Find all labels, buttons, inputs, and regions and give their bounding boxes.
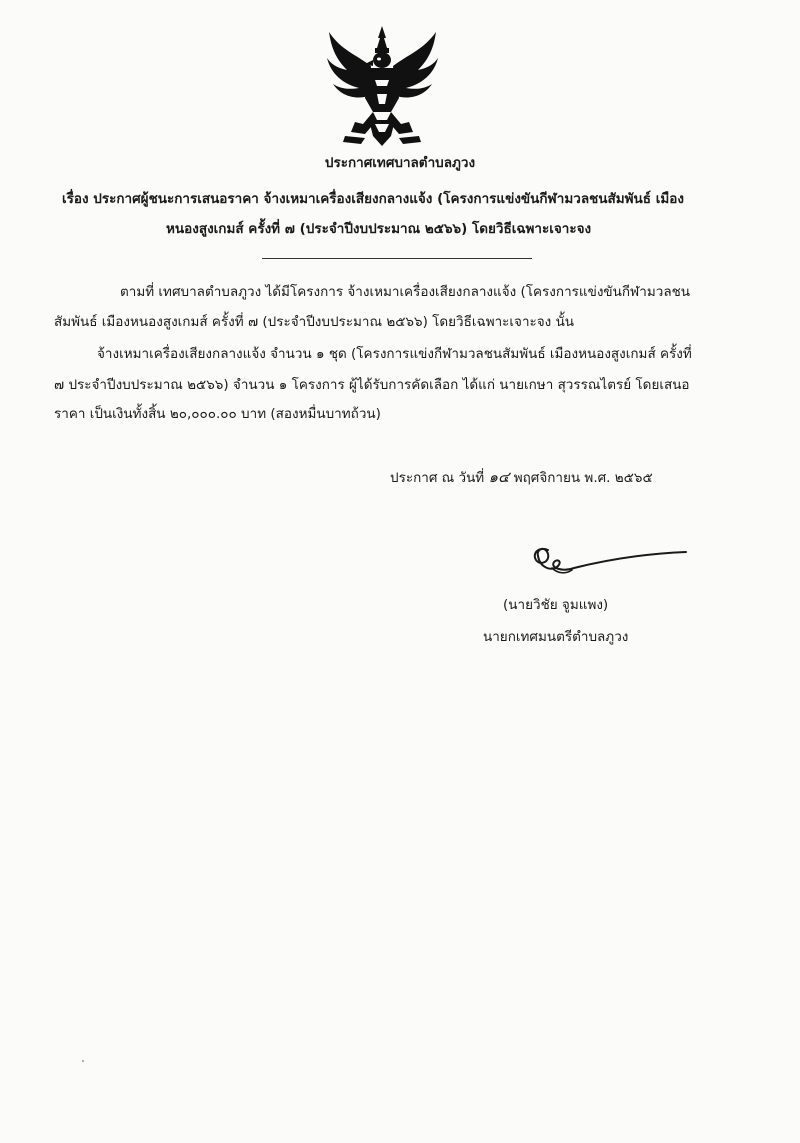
title-divider xyxy=(262,258,532,259)
paragraph-2-line-3: ราคา เป็นเงินทั้งสิ้น ๒๐,๐๐๐.๐๐ บาท (สองหมื่นบาทถ้วน) xyxy=(54,406,381,422)
paragraph-1-line-2: สัมพันธ์ เมืองหนองสูงเกมส์ ครั้งที่ ๗ (ประจำปีงบประมาณ ๒๕๖๖) โดยวิธีเฉพาะเจาะจง นั้น xyxy=(54,314,575,330)
paragraph-2-line-1: จ้างเหมาเครื่องเสียงกลางแจ้ง จำนวน ๑ ชุด (โครงการแข่งกีฬามวลชนสัมพันธ์ เมืองหนองสูงเกมส์ ครั้งที่ xyxy=(97,346,692,362)
date-day: ๑๔ xyxy=(488,468,510,486)
document-title: ประกาศเทศบาลตำบลภูวง xyxy=(324,155,476,171)
signatory-position: นายกเทศมนตรีตำบลภูวง xyxy=(483,629,629,645)
scan-speck xyxy=(82,1060,84,1062)
signatory-name: (นายวิชัย จูมแพง) xyxy=(503,597,609,613)
garuda-emblem-icon xyxy=(325,24,440,149)
announcement-date xyxy=(390,468,653,487)
subject-line-1: เรื่อง ประกาศผู้ชนะการเสนอราคา จ้างเหมาเครื่องเสียงกลางแจ้ง (โครงการแข่งขันกีฬามวลชนสัมพันธ์ เมือง xyxy=(62,191,684,207)
date-month-year: พฤศจิกายน พ.ศ. ๒๕๖๕ xyxy=(513,470,653,486)
handwritten-signature xyxy=(528,538,688,580)
paragraph-2-line-2: ๗ ประจำปีงบประมาณ ๒๕๖๖) จำนวน ๑ โครงการ ผู้ได้รับการคัดเลือก ได้แก่ นายเกษา สุวรรณไตรย์ โดยเสนอ xyxy=(54,377,690,393)
date-prefix: ประกาศ ณ วันที่ xyxy=(390,470,485,486)
paragraph-1-line-1: ตามที่ เทศบาลตำบลภูวง ได้มีโครงการ จ้างเหมาเครื่องเสียงกลางแจ้ง (โครงการแข่งขันกีฬามวลชน xyxy=(120,284,691,300)
subject-line-2: หนองสูงเกมส์ ครั้งที่ ๗ (ประจำปีงบประมาณ ๒๕๖๖) โดยวิธีเฉพาะเจาะจง xyxy=(166,221,592,237)
